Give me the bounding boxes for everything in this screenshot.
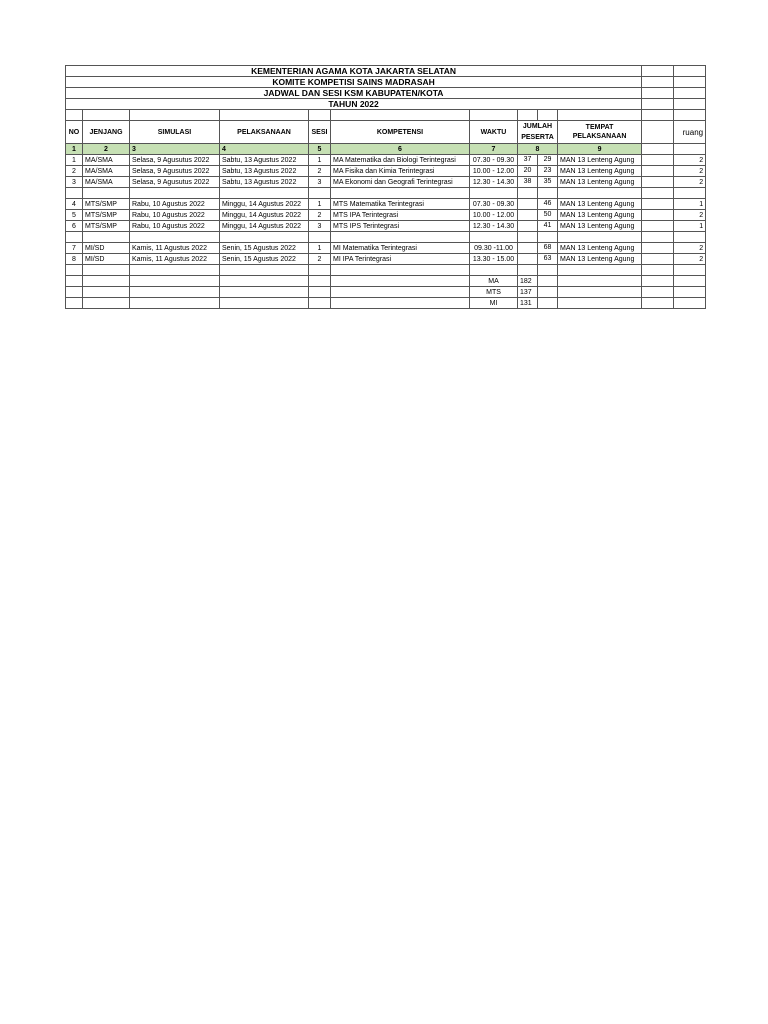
cell-tempat: MAN 13 Lenteng Agung xyxy=(558,177,642,188)
cell-simulasi: Rabu, 10 Agustus 2022 xyxy=(130,210,220,221)
cell-jml-b: 23 xyxy=(538,166,558,177)
cell-ruang: 1 xyxy=(674,199,706,210)
cell-no: 6 xyxy=(66,221,83,232)
cell-jenjang: MTS/SMP xyxy=(83,199,130,210)
title-row xyxy=(66,99,706,110)
table-row xyxy=(66,221,706,232)
cell-jml-b: 41 xyxy=(538,221,558,232)
cell-jml-b: 29 xyxy=(538,155,558,166)
table-row xyxy=(66,199,706,210)
cell-jml-a: 20 xyxy=(518,166,538,177)
table-row xyxy=(66,210,706,221)
title-row xyxy=(66,66,706,77)
cell-no: 1 xyxy=(66,155,83,166)
column-number-row xyxy=(66,144,706,155)
cell-jenjang: MI/SD xyxy=(83,254,130,265)
cell-jml-b: 35 xyxy=(538,177,558,188)
summary-row xyxy=(66,287,706,298)
blank-row xyxy=(66,110,706,121)
cell-no: 5 xyxy=(66,210,83,221)
cell-pelaksanaan: Senin, 15 Agustus 2022 xyxy=(220,254,309,265)
cell-simulasi: Kamis, 11 Agustus 2022 xyxy=(130,243,220,254)
cell-waktu: 12.30 - 14.30 xyxy=(470,221,518,232)
title-schedule: JADWAL DAN SESI KSM KABUPATEN/KOTA xyxy=(66,88,642,99)
table-row xyxy=(66,166,706,177)
header-sesi: SESI xyxy=(309,121,331,144)
cell-waktu: 12.30 - 14.30 xyxy=(470,177,518,188)
table-body xyxy=(66,66,706,309)
title-year: TAHUN 2022 xyxy=(66,99,642,110)
cell-kompetensi: MI Matematika Terintegrasi xyxy=(331,243,470,254)
summary-row xyxy=(66,298,706,309)
header-no: NO xyxy=(66,121,83,144)
header-tempat: TEMPAT PELAKSANAAN xyxy=(558,121,642,144)
cell-jenjang: MTS/SMP xyxy=(83,210,130,221)
cell-sesi: 3 xyxy=(309,221,331,232)
cell-waktu: 10.00 - 12.00 xyxy=(470,166,518,177)
table-row xyxy=(66,155,706,166)
cell-jml-a xyxy=(518,243,538,254)
col-number: 8 xyxy=(518,144,558,155)
col-number: 3 xyxy=(130,144,220,155)
cell-no: 3 xyxy=(66,177,83,188)
cell-jml-b: 63 xyxy=(538,254,558,265)
cell-kompetensi: MI IPA Terintegrasi xyxy=(331,254,470,265)
cell-tempat: MAN 13 Lenteng Agung xyxy=(558,221,642,232)
cell-waktu: 09.30 -11.00 xyxy=(470,243,518,254)
header-simulasi: SIMULASI xyxy=(130,121,220,144)
cell-jml-b: 50 xyxy=(538,210,558,221)
title-row xyxy=(66,88,706,99)
col-number: 4 xyxy=(220,144,309,155)
cell-ruang: 2 xyxy=(674,166,706,177)
cell-waktu: 07.30 - 09.30 xyxy=(470,199,518,210)
cell-pelaksanaan: Sabtu, 13 Agustus 2022 xyxy=(220,166,309,177)
cell-sesi: 2 xyxy=(309,254,331,265)
cell-simulasi: Selasa, 9 Agusutus 2022 xyxy=(130,177,220,188)
title-ministry: KEMENTERIAN AGAMA KOTA JAKARTA SELATAN xyxy=(66,66,642,77)
summary-label: MTS xyxy=(470,287,518,298)
col-number: 7 xyxy=(470,144,518,155)
cell-sesi: 2 xyxy=(309,210,331,221)
blank-row xyxy=(66,265,706,276)
cell-no: 2 xyxy=(66,166,83,177)
header-row xyxy=(66,121,706,144)
cell-tempat: MAN 13 Lenteng Agung xyxy=(558,199,642,210)
cell-ruang: 1 xyxy=(674,221,706,232)
table-row xyxy=(66,243,706,254)
summary-row xyxy=(66,276,706,287)
cell-jml-a xyxy=(518,221,538,232)
cell-jml-b: 68 xyxy=(538,243,558,254)
cell-pelaksanaan: Minggu, 14 Agustus 2022 xyxy=(220,221,309,232)
cell-tempat: MAN 13 Lenteng Agung xyxy=(558,166,642,177)
cell-tempat: MAN 13 Lenteng Agung xyxy=(558,243,642,254)
cell-no: 4 xyxy=(66,199,83,210)
cell-jenjang: MA/SMA xyxy=(83,155,130,166)
col-number: 2 xyxy=(83,144,130,155)
summary-label: MI xyxy=(470,298,518,309)
header-pelaksanaan: PELAKSANAAN xyxy=(220,121,309,144)
cell-ruang: 2 xyxy=(674,254,706,265)
cell-tempat: MAN 13 Lenteng Agung xyxy=(558,155,642,166)
cell-jml-a: 37 xyxy=(518,155,538,166)
table-row xyxy=(66,177,706,188)
cell-sesi: 2 xyxy=(309,166,331,177)
cell-kompetensi: MTS Matematika Terintegrasi xyxy=(331,199,470,210)
cell-sesi: 1 xyxy=(309,199,331,210)
blank-row xyxy=(66,188,706,199)
summary-value: 182 xyxy=(518,276,538,287)
schedule-table xyxy=(65,65,706,309)
cell-simulasi: Rabu, 10 Agustus 2022 xyxy=(130,199,220,210)
cell-jml-a xyxy=(518,199,538,210)
cell-simulasi: Kamis, 11 Agustus 2022 xyxy=(130,254,220,265)
cell-ruang: 2 xyxy=(674,155,706,166)
cell-simulasi: Selasa, 9 Agusutus 2022 xyxy=(130,166,220,177)
cell-sesi: 3 xyxy=(309,177,331,188)
cell-no: 7 xyxy=(66,243,83,254)
cell-jml-a: 38 xyxy=(518,177,538,188)
cell-kompetensi: MA Matematika dan Biologi Terintegrasi xyxy=(331,155,470,166)
cell-sesi: 1 xyxy=(309,243,331,254)
cell-pelaksanaan: Sabtu, 13 Agustus 2022 xyxy=(220,155,309,166)
cell-waktu: 13.30 - 15.00 xyxy=(470,254,518,265)
cell-jenjang: MA/SMA xyxy=(83,177,130,188)
cell-jenjang: MA/SMA xyxy=(83,166,130,177)
cell-simulasi: Selasa, 9 Agusutus 2022 xyxy=(130,155,220,166)
cell-jenjang: MI/SD xyxy=(83,243,130,254)
cell-jenjang: MTS/SMP xyxy=(83,221,130,232)
cell-waktu: 10.00 - 12.00 xyxy=(470,210,518,221)
cell-simulasi: Rabu, 10 Agustus 2022 xyxy=(130,221,220,232)
summary-label: MA xyxy=(470,276,518,287)
summary-value: 137 xyxy=(518,287,538,298)
cell-tempat: MAN 13 Lenteng Agung xyxy=(558,254,642,265)
cell-ruang: 2 xyxy=(674,210,706,221)
col-number: 1 xyxy=(66,144,83,155)
cell-pelaksanaan: Minggu, 14 Agustus 2022 xyxy=(220,210,309,221)
header-jumlah: JUMLAH PESERTA xyxy=(518,121,558,144)
header-jenjang: JENJANG xyxy=(83,121,130,144)
cell-pelaksanaan: Senin, 15 Agustus 2022 xyxy=(220,243,309,254)
cell-kompetensi: MA Ekonomi dan Geografi Terintegrasi xyxy=(331,177,470,188)
cell-pelaksanaan: Minggu, 14 Agustus 2022 xyxy=(220,199,309,210)
header-waktu: WAKTU xyxy=(470,121,518,144)
title-row xyxy=(66,77,706,88)
cell-tempat: MAN 13 Lenteng Agung xyxy=(558,210,642,221)
title-committee: KOMITE KOMPETISI SAINS MADRASAH xyxy=(66,77,642,88)
cell-jml-a xyxy=(518,254,538,265)
cell-jml-b: 46 xyxy=(538,199,558,210)
cell-kompetensi: MTS IPA Terintegrasi xyxy=(331,210,470,221)
cell-sesi: 1 xyxy=(309,155,331,166)
cell-kompetensi: MA Fisika dan Kimia Terintegrasi xyxy=(331,166,470,177)
table-row xyxy=(66,254,706,265)
col-number: 9 xyxy=(558,144,642,155)
col-number: 5 xyxy=(309,144,331,155)
summary-value: 131 xyxy=(518,298,538,309)
blank-row xyxy=(66,232,706,243)
cell-pelaksanaan: Sabtu, 13 Agustus 2022 xyxy=(220,177,309,188)
col-number: 6 xyxy=(331,144,470,155)
cell-no: 8 xyxy=(66,254,83,265)
cell-jml-a xyxy=(518,210,538,221)
cell-ruang: 2 xyxy=(674,243,706,254)
header-kompetensi: KOMPETENSI xyxy=(331,121,470,144)
cell-waktu: 07.30 - 09.30 xyxy=(470,155,518,166)
header-ruang: ruang xyxy=(674,121,706,144)
cell-kompetensi: MTS IPS Terintegrasi xyxy=(331,221,470,232)
cell-ruang: 2 xyxy=(674,177,706,188)
